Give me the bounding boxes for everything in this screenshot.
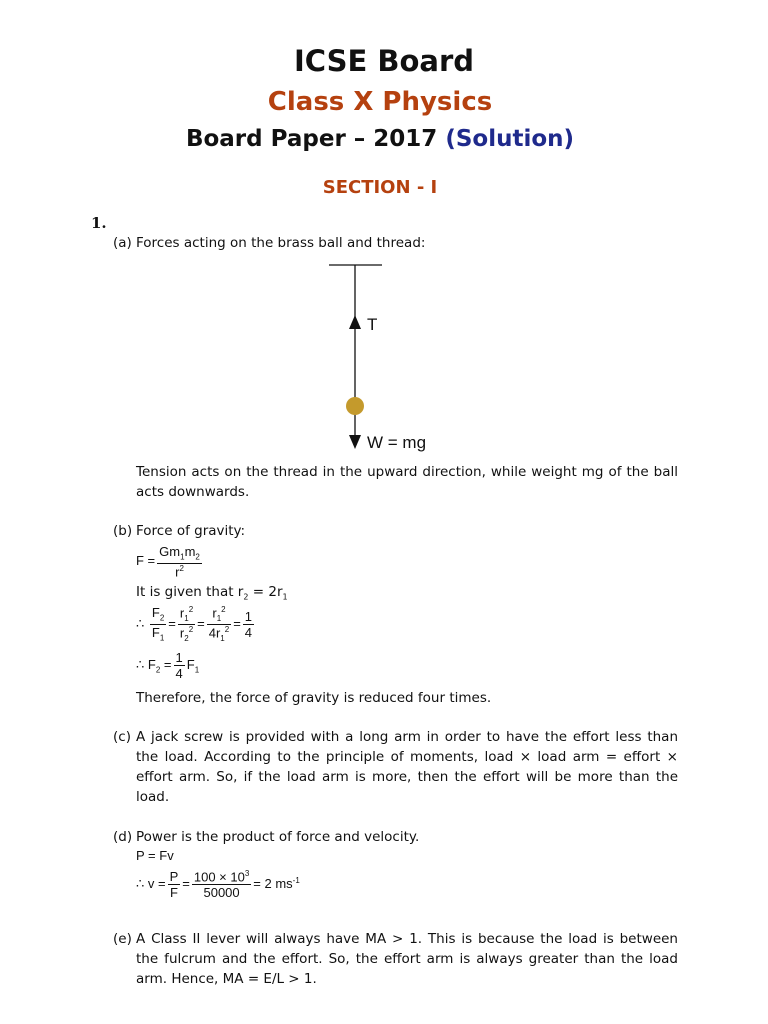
part-a-text: Forces acting on the brass ball and thread: bbox=[136, 235, 426, 251]
paper-name: Board Paper – 2017 bbox=[185, 126, 438, 152]
weight-arrow-icon bbox=[349, 435, 361, 449]
force-diagram-svg bbox=[300, 256, 480, 456]
gravity-formula: F = $\frac{Gm_1m_2}{r^2}$ bbox=[136, 544, 200, 579]
question-number: 1. bbox=[91, 214, 107, 232]
part-a-explanation: Tension acts on the thread in the upward direction, while weight mg of the ball acts downwards. bbox=[136, 464, 678, 500]
force-diagram bbox=[300, 256, 480, 456]
ratio-formula: ∴ $\frac{F_2}{F_1}$ = $\frac{r_1^2}{r_2^2}$ = $\frac{r_1^2}{4r_1^2}$ = $\frac{1}{4}$ bbox=[136, 605, 253, 643]
part-b-conclusion: Therefore, the force of gravity is reduced four times. bbox=[136, 690, 492, 706]
brass-ball-icon bbox=[346, 397, 364, 415]
result-formula: ∴ $F_2$ = $\frac{1}{4}$ $F_1$ bbox=[136, 650, 200, 681]
part-e-label: (e) bbox=[113, 931, 132, 947]
power-equation: P = Fv bbox=[136, 848, 174, 863]
velocity-result: = 2 ms bbox=[253, 876, 293, 892]
part-b-label: (b) bbox=[113, 523, 133, 539]
part-e-text: A Class II lever will always have MA > 1. This is because the load is between the fulcrum and the effort. So, the effort arm is always greater than the load arm. Hence, MA = E/L > 1. bbox=[136, 931, 678, 987]
part-c-label: (c) bbox=[113, 729, 131, 745]
solution-label: (Solution) bbox=[445, 126, 575, 152]
part-a-label: (a) bbox=[113, 235, 132, 251]
gravity-fraction: $\frac{Gm_1m_2}{r^2}$ bbox=[159, 544, 200, 579]
class-subtitle: Class X Physics bbox=[267, 87, 493, 117]
page-title: ICSE Board bbox=[293, 44, 475, 78]
part-b-text: Force of gravity: bbox=[136, 523, 246, 539]
part-c-text: A jack screw is provided with a long arm in order to have the effort less than the load. According to the principle of moments, load × load arm = effort × effort arm. So, if the load arm is more, then the effort will be more than the load. bbox=[136, 729, 678, 805]
given-rhs: = 2r bbox=[248, 584, 283, 600]
paper-heading bbox=[0, 126, 760, 152]
section-heading: SECTION - I bbox=[322, 177, 438, 198]
weight-label: W = mg bbox=[367, 433, 427, 452]
velocity-formula: ∴ v = $\frac{P}{F}$ = $\frac{100 \times 10^3}{50000}$ = 2 $ms^{-1}$ bbox=[136, 869, 300, 901]
part-d-label: (d) bbox=[113, 829, 133, 845]
part-d-text: Power is the product of force and velocity. bbox=[136, 829, 420, 845]
part-b-given: It is given that $r_2 = 2r_1$ bbox=[136, 584, 288, 602]
tension-label: T bbox=[367, 315, 378, 334]
given-lhs: It is given that r bbox=[136, 584, 244, 600]
tension-arrow-icon bbox=[349, 315, 361, 329]
